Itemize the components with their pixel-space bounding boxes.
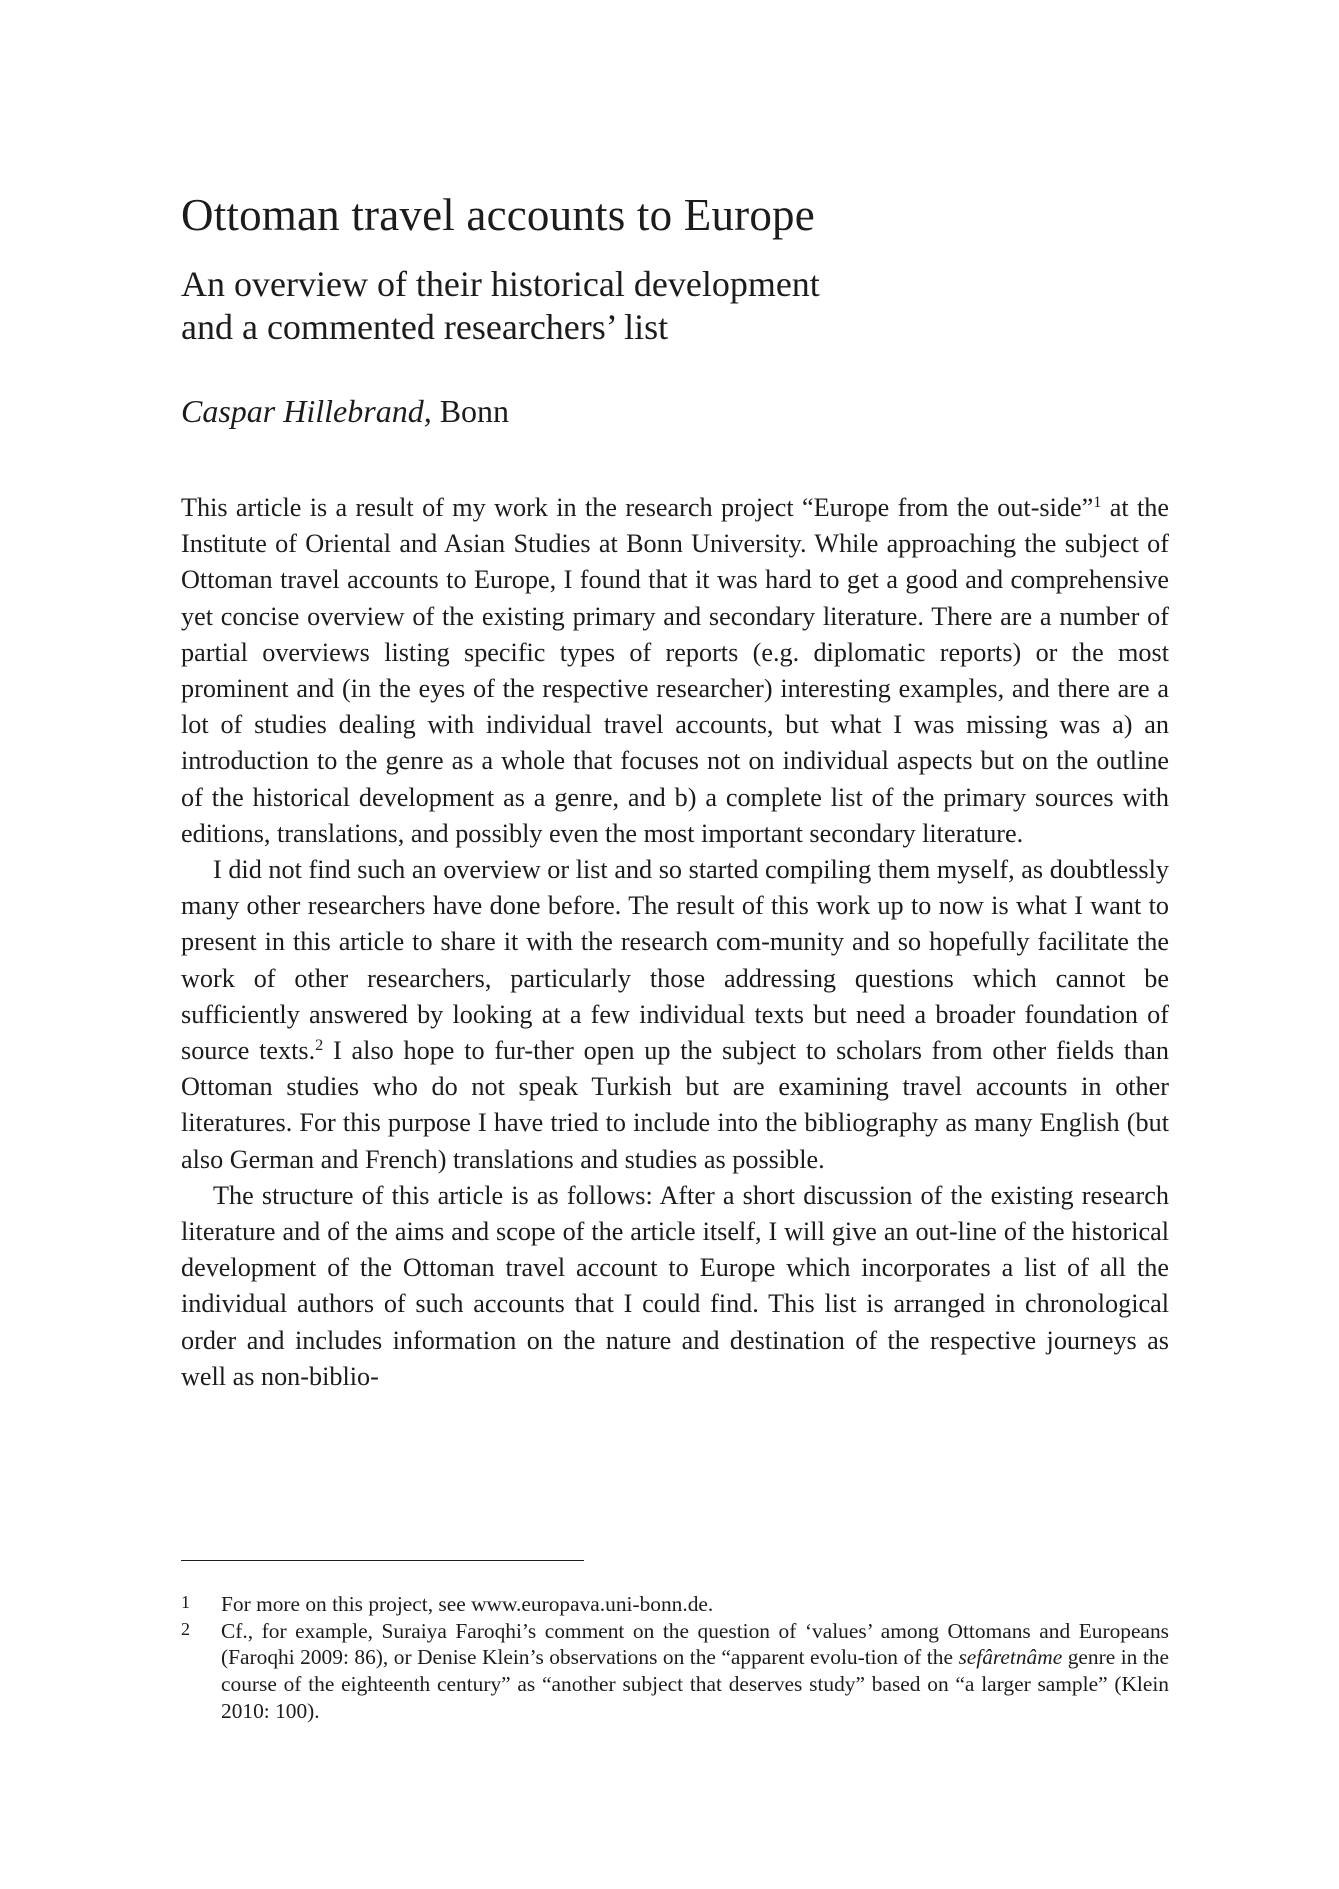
- footnote-text: [221, 1618, 1169, 1725]
- subtitle-line-1: An overview of their historical development: [181, 264, 820, 304]
- paragraph-text: I did not find such an overview or list and so started compiling them myself, as doubtlessly many other researchers have done before. The result of this work up to now is what I want to present in this article to share it with the research com-munity and so hopefully facilitate the work of other researchers, particularly those addressing questions which cannot be sufficiently answered by looking at a few individual texts but need a broader foundation of source texts.: [181, 855, 1169, 1066]
- body-paragraph-1: [181, 490, 1169, 852]
- footnote-text-part: genre in the course of the eighteenth century” as “another subject that deserves study” based on “a larger sample” (Klein 2010: 100).: [221, 1645, 1169, 1723]
- footnote-number: 1: [181, 1592, 190, 1612]
- article-subtitle: [181, 263, 1081, 349]
- footnote-ref-2: 2: [315, 1036, 324, 1055]
- footnote-italic-term: sefâretnâme: [958, 1645, 1063, 1670]
- paragraph-text: This article is a result of my work in the research project “Europe from the out-side”: [181, 493, 1094, 522]
- subtitle-line-2: and a commented researchers’ list: [181, 307, 669, 347]
- footnotes: [181, 1591, 1169, 1725]
- footnote-2: [181, 1618, 1169, 1725]
- paper-page: [181, 0, 1169, 1889]
- footnote-text: For more on this project, see www.europava.uni-bonn.de.: [221, 1592, 714, 1616]
- body-paragraph-3: The structure of this article is as follows: After a short discussion of the existing research literature and of the aims and scope of the article itself, I will give an out-line of the historical development of the Ottoman travel account to Europe which incorporates a list of all the individual authors of such accounts that I could find. This list is arranged in chronological order and includes information on the nature and destination of the respective journeys as well as non-biblio-: [181, 1180, 1169, 1391]
- footnote-text-part: Cf., for example, Suraiya Faroqhi’s comment on the question of ‘values’ among Ottomans and Europeans (Faroqhi 2009: 86), or Denise Klein’s observations on the “apparent evolu-tion of the: [221, 1618, 1169, 1670]
- body-paragraph-2: [181, 852, 1169, 1178]
- footnote-1: [181, 1591, 1169, 1618]
- paragraph-text: at the Institute of Oriental and Asian Studies at Bonn University. While approaching the subject of Ottoman travel accounts to Europe, I found that it was hard to get a good and comprehensive yet concise overview of the existing primary and secondary literature. There are a number of partial overviews listing specific types of reports (e.g. diplomatic reports) or the most prominent and (in the eyes of the respective researcher) interesting examples, and there are a lot of studies dealing with individual travel accounts, but what I was missing was a) an introduction to the genre as a whole that focuses not on individual aspects but on the outline of the historical development as a genre, and b) a complete list of the primary sources with editions, translations, and possibly even the most important secondary literature.: [181, 493, 1169, 848]
- article-title: Ottoman travel accounts to Europe: [181, 190, 815, 240]
- footnote-separator: [181, 1560, 584, 1561]
- footnote-number: 2: [181, 1618, 190, 1639]
- author-byline: [181, 391, 509, 431]
- article-body: [181, 490, 1169, 1395]
- author-name: Caspar Hillebrand,: [181, 393, 432, 429]
- author-location: Bonn: [431, 393, 510, 429]
- footnote-ref-1: 1: [1093, 493, 1102, 512]
- paragraph-text: I also hope to fur-ther open up the subject to scholars from other fields than Ottoman studies who do not speak Turkish but are examining travel accounts in other literatures. For this purpose I have tried to include into the bibliography as many English (but also German and French) translations and studies as possible.: [181, 1036, 1169, 1174]
